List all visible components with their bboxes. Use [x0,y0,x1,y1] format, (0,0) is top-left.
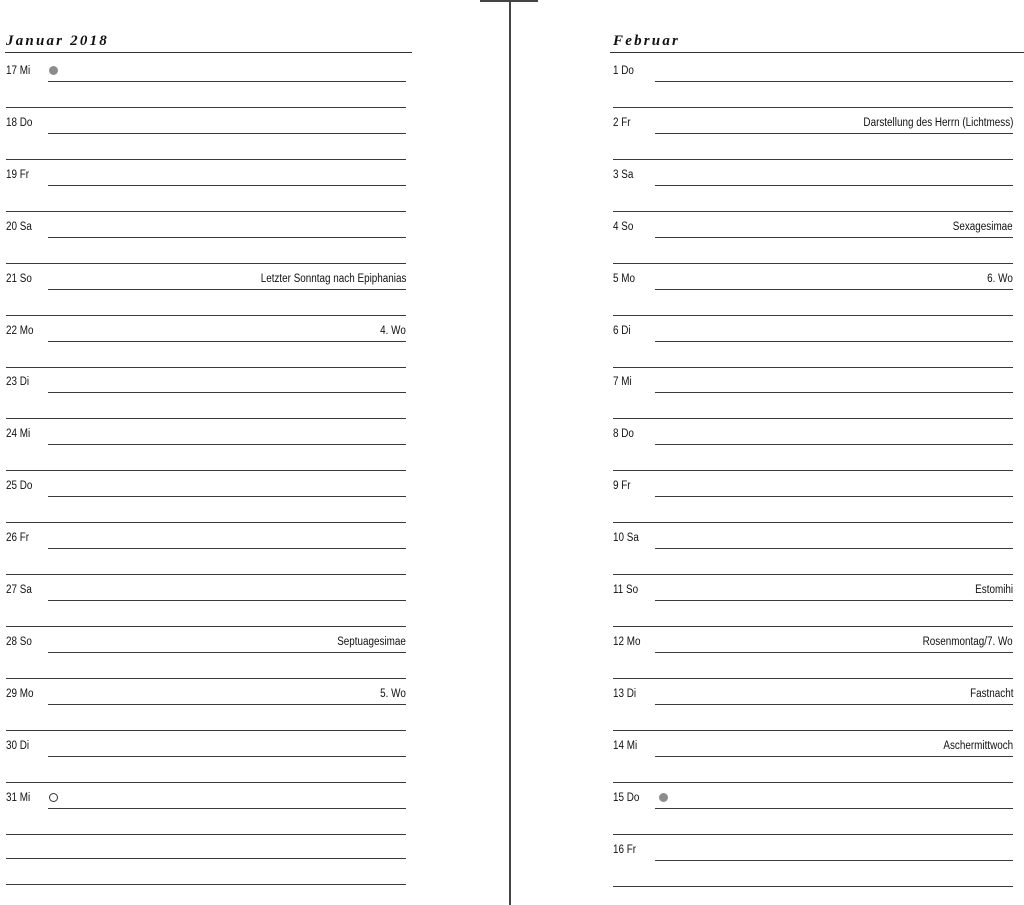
day-row [608,117,1024,134]
row-separator [6,107,406,108]
writing-line[interactable] [48,652,406,653]
row-separator [6,834,406,835]
holiday-note: Rosenmontag/7. Wo [923,636,1013,648]
row-separator [613,418,1013,419]
row-separator [613,886,1013,887]
day-row [0,480,420,497]
writing-line[interactable] [655,496,1013,497]
writing-line[interactable] [48,808,406,809]
row-separator [6,315,406,316]
day-row [608,532,1024,549]
row-separator [6,730,406,731]
day-row [608,636,1024,653]
writing-line[interactable] [655,133,1013,134]
day-row [0,740,420,757]
writing-line[interactable] [655,289,1013,290]
row-separator [6,678,406,679]
day-label: 14 Mi [613,740,638,752]
day-row [0,688,420,705]
day-row [0,376,420,393]
holiday-note: Fastnacht [969,688,1013,700]
day-row [0,636,420,653]
row-separator [6,159,406,160]
day-label: 30 Di [6,740,30,752]
day-label: 18 Do [6,117,33,129]
writing-line[interactable] [48,704,406,705]
spine-top-tab [480,0,538,2]
day-label: 16 Fr [613,844,637,856]
day-label: 26 Fr [6,532,30,544]
writing-line[interactable] [655,548,1013,549]
holiday-note: 6. Wo [987,273,1013,285]
row-separator [613,315,1013,316]
writing-line[interactable] [48,496,406,497]
writing-line[interactable] [48,756,406,757]
row-separator [613,211,1013,212]
writing-line[interactable] [655,444,1013,445]
row-separator [613,107,1013,108]
title-underline [610,52,1024,53]
row-separator [6,263,406,264]
row-separator [6,626,406,627]
writing-line[interactable] [48,81,406,82]
month-title-januar: Januar 2018 [6,33,109,49]
day-row [608,844,1024,861]
row-separator [613,626,1013,627]
blank-line[interactable] [6,858,406,859]
row-separator [613,263,1013,264]
full-moon-icon [49,66,58,75]
writing-line[interactable] [655,341,1013,342]
writing-line[interactable] [655,81,1013,82]
day-row [0,325,420,342]
day-row [608,428,1024,445]
day-label: 23 Di [6,376,30,388]
day-row [608,740,1024,757]
holiday-note: Letzter Sonntag nach Epiphanias [260,273,406,285]
day-row [0,584,420,601]
day-row [608,65,1024,82]
month-title-februar: Februar [613,33,681,49]
blank-line[interactable] [6,884,406,885]
writing-line[interactable] [655,185,1013,186]
day-row [608,169,1024,186]
writing-line[interactable] [655,860,1013,861]
writing-line[interactable] [48,392,406,393]
row-separator [613,522,1013,523]
day-label: 31 Mi [6,792,31,804]
holiday-note: Sexagesimae [953,221,1013,233]
writing-line[interactable] [655,600,1013,601]
row-separator [6,574,406,575]
row-separator [613,470,1013,471]
title-underline [5,52,412,53]
day-label: 21 So [6,273,32,285]
row-separator [613,834,1013,835]
full-moon-icon [659,793,668,802]
day-label: 25 Do [6,480,33,492]
new-moon-icon [49,793,58,802]
day-row [0,273,420,290]
day-label: 8 Do [613,428,634,440]
day-label: 3 Sa [613,169,634,181]
day-row [608,221,1024,238]
day-label: 11 So [613,584,639,596]
day-row [0,428,420,445]
day-row [608,480,1024,497]
day-label: 20 Sa [6,221,32,233]
row-separator [6,418,406,419]
day-label: 27 Sa [6,584,32,596]
row-separator [6,782,406,783]
day-label: 19 Fr [6,169,30,181]
day-row [608,688,1024,705]
day-row [0,117,420,134]
writing-line[interactable] [48,341,406,342]
day-label: 12 Mo [613,636,641,648]
writing-line[interactable] [48,289,406,290]
day-label: 10 Sa [613,532,639,544]
day-row [608,376,1024,393]
day-row [0,532,420,549]
writing-line[interactable] [655,808,1013,809]
writing-line[interactable] [48,133,406,134]
day-row [0,65,420,82]
day-row [608,584,1024,601]
writing-line[interactable] [655,704,1013,705]
writing-line[interactable] [48,185,406,186]
page-spine [509,0,511,905]
row-separator [613,730,1013,731]
day-row [608,273,1024,290]
day-label: 1 Do [613,65,634,77]
day-label: 22 Mo [6,325,34,337]
writing-line[interactable] [48,600,406,601]
row-separator [613,367,1013,368]
writing-line[interactable] [655,756,1013,757]
day-label: 2 Fr [613,117,631,129]
row-separator [613,782,1013,783]
day-label: 6 Di [613,325,631,337]
holiday-note: Septuagesimae [337,636,406,648]
row-separator [6,367,406,368]
day-label: 9 Fr [613,480,631,492]
writing-line[interactable] [655,652,1013,653]
day-label: 4 So [613,221,634,233]
day-row [0,169,420,186]
writing-line[interactable] [48,237,406,238]
day-row [0,792,420,809]
writing-line[interactable] [48,548,406,549]
day-label: 5 Mo [613,273,635,285]
day-label: 29 Mo [6,688,34,700]
row-separator [6,470,406,471]
row-separator [613,159,1013,160]
day-label: 15 Do [613,792,640,804]
writing-line[interactable] [655,392,1013,393]
day-label: 7 Mi [613,376,632,388]
holiday-note: 5. Wo [380,688,406,700]
day-label: 24 Mi [6,428,31,440]
writing-line[interactable] [655,237,1013,238]
day-row [0,221,420,238]
day-label: 13 Di [613,688,637,700]
writing-line[interactable] [48,444,406,445]
holiday-note: 4. Wo [380,325,406,337]
holiday-note: Estomihi [975,584,1013,596]
day-row [608,325,1024,342]
holiday-note: Darstellung des Herrn (Lichtmess) [862,117,1013,129]
row-separator [613,678,1013,679]
day-label: 17 Mi [6,65,31,77]
holiday-note: Aschermittwoch [943,740,1013,752]
day-row [608,792,1024,809]
row-separator [6,522,406,523]
day-label: 28 So [6,636,32,648]
row-separator [6,211,406,212]
row-separator [613,574,1013,575]
